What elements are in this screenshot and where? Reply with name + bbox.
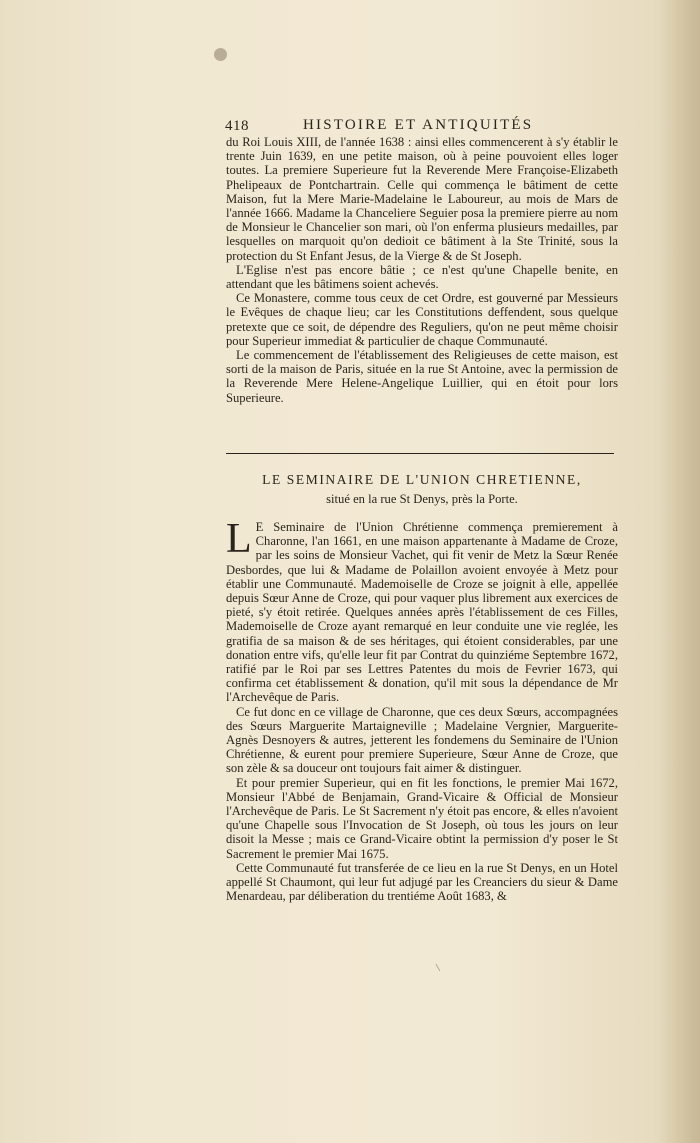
paragraph: Cette Communauté fut transferée de ce lieu en la rue St Denys, en un Hotel appellé St Chaumont, qui leur fut adjugé par les Creanciers du sieur & Dame Menardeau, par déliberation du trentiéme Août 1683, & xyxy=(226,860,618,904)
running-title: HISTOIRE ET ANTIQUITÉS xyxy=(303,117,534,133)
paragraph: Et pour premier Superieur, qui en fit les fonctions, le premier Mai 1672, Monsieur l'Abbé de Benjamain, Grand-Vicaire & Official de Monsieur l'Archevêque de Paris. Le St Sacrement n'y étoit pas encore, & elles n'avoient qu'une Chapelle sous l'Invocation de St Joseph, où tous les jours on leur disoit la Messe ; mais ce Grand-Vicaire obtint la permission d'y poser le St Sacrement le premier Mai 1675. xyxy=(226,775,618,861)
text-block-top xyxy=(226,135,618,405)
paragraph: du Roi Louis XIII, de l'année 1638 : ainsi elles commencerent à s'y établir le trente Juin 1639, en une petite maison, où à peine pouvoient elles loger toutes. La premiere Superieure fut la Reverende Mere Françoise-Elizabeth Phelipeaux de Pontchartrain. Celle qui commença le bâtiment de cette Maison, fut la Mere Marie-Madelaine le Laboureur, au mois de Mars de l'année 1666. Madame la Chanceliere Seguier posa la premiere pierre au nom de Monsieur le Chancelier son mari, où l'on enferma plusieurs medailles, par lesquelles on marquoit qu'on dedioit ce bâtiment à la Ste Trinité, sous la protection du St Enfant Jesus, de la Vierge & de St Joseph. xyxy=(226,135,618,263)
paragraph: Le commencement de l'établissement des Religieuses de cette maison, est sorti de la maison de Paris, située en la rue St Antoine, avec la permission de la Reverende Mere Helene-Angelique Luillier, qui en étoit pour lors Superieure. xyxy=(226,348,618,405)
section-subtitle: situé en la rue St Denys, près la Porte. xyxy=(326,492,518,506)
paragraph-first xyxy=(226,516,618,705)
page-number: 418 xyxy=(225,118,249,134)
section-divider xyxy=(226,453,614,454)
paper-mark xyxy=(435,961,445,971)
page-gutter-shadow xyxy=(660,0,700,1143)
paragraph: Ce fut donc en ce village de Charonne, que ces deux Sœurs, accompagnées des Sœurs Marguerite Martaigneville ; Madelaine Vergnier, Marguerite-Agnès Desnoyers & autres, jetterent les fondemens du Seminaire de l'Union Chrétienne, & eurent pour premiere Superieure, Sœur Anne de Croze, que son zèle & sa douceur ont toujours fait aimer & distinguer. xyxy=(226,704,618,776)
page-header xyxy=(225,117,625,135)
paragraph: L'Eglise n'est pas encore bâtie ; ce n'est qu'une Chapelle benite, en attendant que les bâtimens soient achevés. xyxy=(226,262,618,292)
paper-hole xyxy=(214,48,227,61)
text-block-bottom xyxy=(226,516,618,904)
paragraph: Ce Monastere, comme tous ceux de cet Ordre, est gouverné par Messieurs le Evêques de chaque lieu; car les Constitutions deffendent, sous quelque pretexte que ce soit, de dépendre des Reguliers, qu'on ne peut même choisir pour Superieur immediat & particulier de chaque Communauté. xyxy=(226,291,618,348)
section-title: LE SEMINAIRE DE L'UNION CHRETIENNE, xyxy=(262,472,582,487)
drop-cap: L xyxy=(226,516,252,562)
paragraph-first-text: E Seminaire de l'Union Chrétienne commença premierement à Charonne, l'an 1661, en une maison appartenante à Madame de Croze, par les soins de Monsieur Vachet, qui fit venir de Metz la Sœur Renée Desbordes, que lui & Madame de Polaillon avoient envoyée à Metz pour établir une Communauté. Mademoiselle de Croze se joignit à elle, appellée depuis Sœur Anne de Croze, qui pour vaquer plus librement aux exercices de pieté, s'y étoit retirée. Quelques années après l'établissement de ces Filles, Mademoiselle de Croze ayant remarqué en leur conduite une vie reglée, les gratifia de sa maison & de ses héritages, qui étoient considerables, par une donation entre vifs, qu'elle leur fit par Contrat du quinziéme Septembre 1672, ratifié par le Roi par ses Lettres Patentes du mois de Fevrier 1673, qui confirma cet établissement & donation, qu'il mit sous la dépendance de Mr l'Archevêque de Paris. xyxy=(226,520,618,705)
